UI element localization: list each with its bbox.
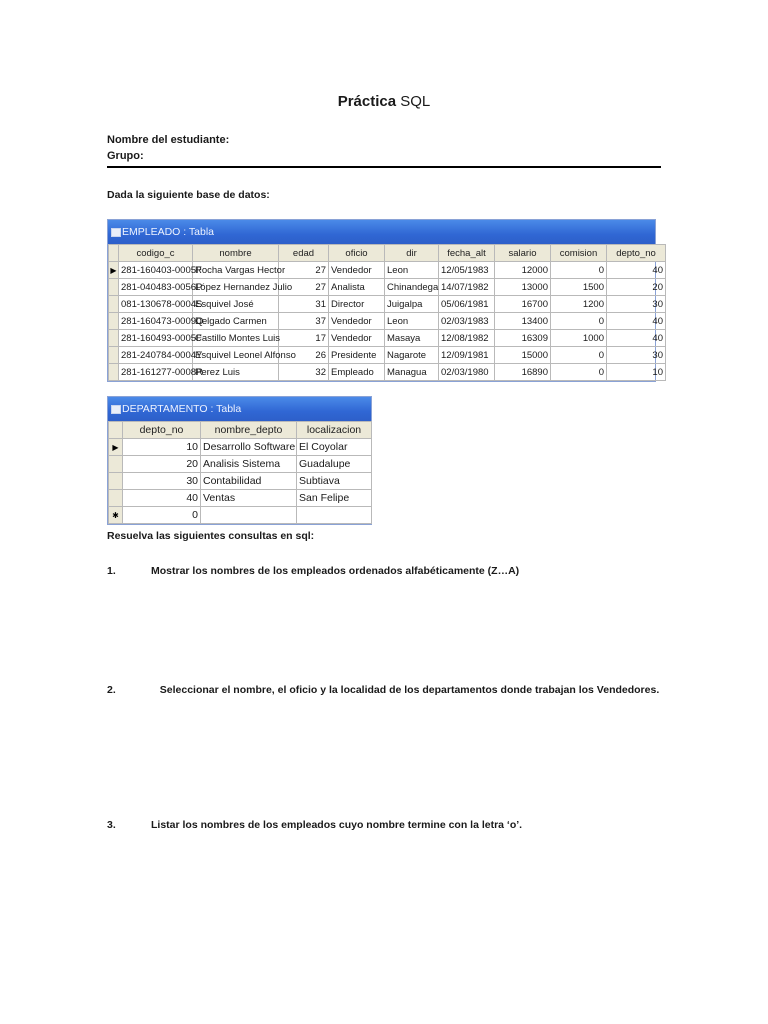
table-cell: 0: [551, 313, 607, 330]
table-cell: Castillo Montes Luis: [193, 330, 279, 347]
table-row[interactable]: [109, 347, 666, 364]
table-cell: 1500: [551, 279, 607, 296]
row-selector: [109, 330, 119, 347]
intro-text: Dada la siguiente base de datos:: [107, 189, 270, 201]
table-cell: 30: [607, 347, 666, 364]
table-cell: 32: [279, 364, 329, 381]
table-cell: [297, 507, 372, 524]
empleado-window-title: EMPLEADO : Tabla: [122, 226, 215, 238]
row-selector-header: [109, 422, 123, 439]
student-name-label: Nombre del estudiante:: [107, 134, 230, 146]
table-cell: López Hernandez Julio: [193, 279, 279, 296]
table-cell: Vendedor: [329, 330, 385, 347]
table-row[interactable]: [109, 473, 372, 490]
empleado-grid: [108, 244, 666, 381]
column-header: comision: [551, 245, 607, 262]
table-cell: Desarrollo Software: [201, 439, 297, 456]
table-cell: 281-160403-0005F: [119, 262, 193, 279]
table-cell: [201, 507, 297, 524]
column-header: oficio: [329, 245, 385, 262]
column-header: dir: [385, 245, 439, 262]
current-row-indicator: ▶: [109, 262, 119, 279]
table-row[interactable]: [109, 364, 666, 381]
table-cell: 02/03/1980: [439, 364, 495, 381]
table-cell: Analisis Sistema: [201, 456, 297, 473]
table-row[interactable]: [109, 330, 666, 347]
column-header: edad: [279, 245, 329, 262]
instructions-text: Resuelva las siguientes consultas en sql:: [107, 530, 315, 542]
table-cell: 281-160473-0009Q: [119, 313, 193, 330]
table-cell: 37: [279, 313, 329, 330]
question-2-number: 2.: [107, 684, 116, 696]
departamento-header-row: [109, 422, 372, 439]
table-row[interactable]: [109, 439, 372, 456]
table-cell: 0: [123, 507, 201, 524]
table-cell: 27: [279, 262, 329, 279]
departamento-window-title: DEPARTAMENTO : Tabla: [122, 403, 242, 415]
table-cell: 0: [551, 262, 607, 279]
table-cell: Esquivel Leonel Alfonso: [193, 347, 279, 364]
table-row[interactable]: [109, 296, 666, 313]
table-cell: 1000: [551, 330, 607, 347]
table-cell: 27: [279, 279, 329, 296]
table-cell: 13400: [495, 313, 551, 330]
table-icon: [111, 228, 121, 237]
empleado-table-window: [107, 219, 663, 382]
question-3-text: Listar los nombres de los empleados cuyo nombre termine con la letra ‘o’.: [151, 819, 523, 831]
table-row[interactable]: [109, 279, 666, 296]
table-cell: Subtiava: [297, 473, 372, 490]
table-cell: 15000: [495, 347, 551, 364]
row-selector: [109, 490, 123, 507]
question-2: [107, 682, 661, 698]
table-icon: [111, 405, 121, 414]
table-cell: Juigalpa: [385, 296, 439, 313]
table-cell: 31: [279, 296, 329, 313]
table-cell: 10: [123, 439, 201, 456]
question-2-text: Seleccionar el nombre, el oficio y la localidad de los departamentos donde trabajan los Vendedores.: [159, 684, 660, 696]
table-cell: Delgado Carmen: [193, 313, 279, 330]
table-cell: Perez Luis: [193, 364, 279, 381]
table-cell: El Coyolar: [297, 439, 372, 456]
table-cell: 13000: [495, 279, 551, 296]
table-cell: Guadalupe: [297, 456, 372, 473]
current-row-indicator: ▶: [109, 439, 123, 456]
table-cell: Leon: [385, 313, 439, 330]
table-cell: Managua: [385, 364, 439, 381]
table-cell: 16700: [495, 296, 551, 313]
table-cell: 281-161277-0008R: [119, 364, 193, 381]
table-cell: Masaya: [385, 330, 439, 347]
column-header: fecha_alt: [439, 245, 495, 262]
table-cell: 12/09/1981: [439, 347, 495, 364]
table-cell: 14/07/1982: [439, 279, 495, 296]
question-3-number: 3.: [107, 819, 116, 831]
row-selector: [109, 473, 123, 490]
table-cell: 40: [607, 313, 666, 330]
departamento-table-window: [107, 396, 372, 525]
table-cell: 20: [607, 279, 666, 296]
table-cell: 20: [123, 456, 201, 473]
table-cell: 17: [279, 330, 329, 347]
table-cell: Chinandega: [385, 279, 439, 296]
table-cell: Nagarote: [385, 347, 439, 364]
table-cell: Vendedor: [329, 313, 385, 330]
table-cell: Vendedor: [329, 262, 385, 279]
row-selector: [109, 313, 119, 330]
table-row[interactable]: [109, 262, 666, 279]
row-selector: [109, 347, 119, 364]
table-cell: 281-160493-0005F: [119, 330, 193, 347]
table-cell: 1200: [551, 296, 607, 313]
table-cell: 281-240784-0004Y: [119, 347, 193, 364]
table-row[interactable]: [109, 313, 666, 330]
table-cell: 0: [551, 364, 607, 381]
table-cell: 26: [279, 347, 329, 364]
question-1-text: Mostrar los nombres de los empleados ordenados alfabéticamente (Z…A): [151, 565, 520, 577]
table-cell: Rocha Vargas Hector: [193, 262, 279, 279]
table-cell: 281-040483-0056P: [119, 279, 193, 296]
new-record-row[interactable]: [109, 507, 372, 524]
column-header: nombre_depto: [201, 422, 297, 439]
empleado-titlebar: [108, 220, 655, 244]
page-title: [0, 93, 768, 110]
table-cell: 081-130678-0004S: [119, 296, 193, 313]
row-selector: [109, 279, 119, 296]
table-cell: Leon: [385, 262, 439, 279]
column-header: depto_no: [607, 245, 666, 262]
new-record-icon: ✱: [109, 507, 123, 524]
table-cell: 0: [551, 347, 607, 364]
title-bold: Práctica: [337, 93, 397, 110]
table-cell: 30: [607, 296, 666, 313]
table-cell: Analista: [329, 279, 385, 296]
table-cell: 12/05/1983: [439, 262, 495, 279]
row-selector: [109, 456, 123, 473]
table-cell: 05/06/1981: [439, 296, 495, 313]
row-selector: [109, 364, 119, 381]
table-cell: 40: [607, 330, 666, 347]
table-cell: 16309: [495, 330, 551, 347]
table-cell: San Felipe: [297, 490, 372, 507]
header-divider: [107, 166, 661, 168]
table-cell: Director: [329, 296, 385, 313]
row-selector-header: [109, 245, 119, 262]
table-cell: Empleado: [329, 364, 385, 381]
column-header: nombre: [193, 245, 279, 262]
table-row[interactable]: [109, 456, 372, 473]
empleado-header-row: [109, 245, 666, 262]
row-selector: [109, 296, 119, 313]
table-cell: 40: [123, 490, 201, 507]
question-1-number: 1.: [107, 565, 116, 577]
departamento-titlebar: [108, 397, 371, 421]
title-rest: SQL: [396, 93, 431, 110]
column-header: salario: [495, 245, 551, 262]
table-cell: 12/08/1982: [439, 330, 495, 347]
column-header: localizacion: [297, 422, 372, 439]
table-cell: 10: [607, 364, 666, 381]
departamento-grid: [108, 421, 372, 524]
column-header: depto_no: [123, 422, 201, 439]
table-row[interactable]: [109, 490, 372, 507]
table-cell: 16890: [495, 364, 551, 381]
table-cell: 12000: [495, 262, 551, 279]
table-cell: Presidente: [329, 347, 385, 364]
column-header: codigo_c: [119, 245, 193, 262]
table-cell: Contabilidad: [201, 473, 297, 490]
table-cell: 40: [607, 262, 666, 279]
table-cell: Esquivel José: [193, 296, 279, 313]
group-label: Grupo:: [107, 150, 144, 162]
table-cell: 30: [123, 473, 201, 490]
table-cell: Ventas: [201, 490, 297, 507]
table-cell: 02/03/1983: [439, 313, 495, 330]
